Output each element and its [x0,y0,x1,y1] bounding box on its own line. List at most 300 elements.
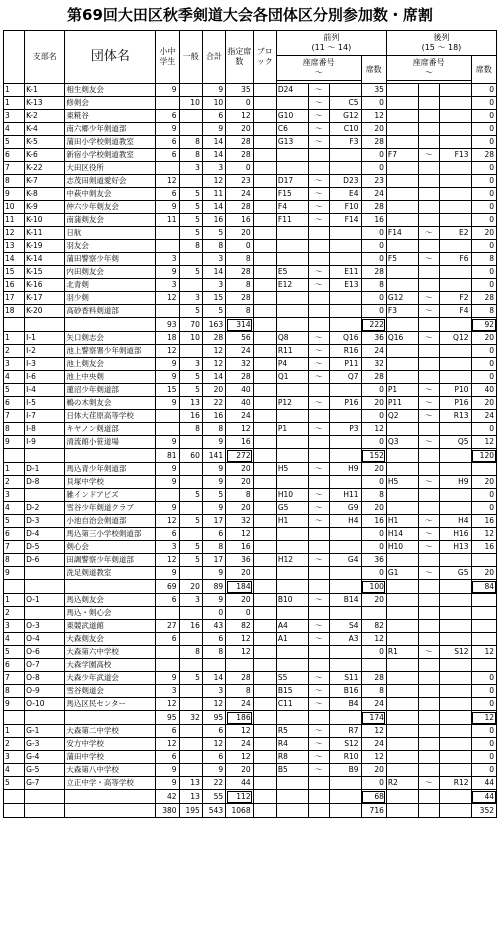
seat-range-tilde [418,554,439,567]
students-count: 6 [156,528,179,541]
seat-range-tilde [418,672,439,685]
block-cell [253,84,276,97]
students-count: 3 [156,541,179,554]
front-seat-count: 0 [361,410,386,423]
branch-code: K-15 [25,266,65,279]
branch-code: I-6 [25,371,65,384]
back-seat-start [386,201,418,214]
branch-code: D-6 [25,554,65,567]
designated-seats: 20 [226,123,254,136]
front-seat-start: H12 [276,554,308,567]
row-number: 7 [4,672,25,685]
table-row [4,397,497,410]
row-number: 6 [4,528,25,541]
block-cell [253,476,276,489]
front-seat-count: 0 [361,97,386,110]
subtotal-students: 95 [156,711,179,725]
back-seat-count [471,633,497,646]
group-name: 蒲田中学校 [65,751,156,764]
general-count [179,436,202,449]
seat-range-tilde: ～ [308,110,329,123]
general-count: 10 [179,332,202,345]
seat-range-tilde: ～ [308,463,329,476]
table-row [4,541,497,554]
general-count: 8 [179,423,202,436]
subtotal-blank [253,580,276,594]
seat-range-tilde: ～ [308,84,329,97]
back-seat-start: F3 [386,305,418,318]
block-cell [253,659,276,672]
branch-code: I-5 [25,397,65,410]
table-row [4,607,497,620]
table-row [4,358,497,371]
subtotal-blank [308,790,329,804]
back-seat-end [439,672,471,685]
row-number: 5 [4,646,25,659]
group-name: 修剣会 [65,97,156,110]
table-row [4,84,497,97]
branch-code: O-6 [25,646,65,659]
designated-seats: 28 [226,266,254,279]
group-name: 新宿小学校剣道教室 [65,149,156,162]
back-seat-end [439,751,471,764]
back-seat-start [386,751,418,764]
total-count: 8 [202,240,225,253]
subtotal-blank [329,790,361,804]
back-seat-end: G5 [439,567,471,580]
designated-seats: 28 [226,672,254,685]
block-cell [253,253,276,266]
subtotal-blank [439,711,471,725]
back-seat-count: 24 [471,410,497,423]
front-seat-count: 16 [361,214,386,227]
seat-range-tilde [418,698,439,711]
front-seat-count: 82 [361,620,386,633]
table-row [4,110,497,123]
designated-seats: 8 [226,253,254,266]
block-cell [253,162,276,175]
front-seat-end [329,436,361,449]
front-seat-end: D23 [329,175,361,188]
group-name: 東競武道館 [65,620,156,633]
total-count: 3 [202,253,225,266]
back-seat-start [386,123,418,136]
students-count [156,489,179,502]
seat-range-tilde: ～ [308,279,329,292]
table-row [4,123,497,136]
table-row [4,594,497,607]
designated-seats: 24 [226,345,254,358]
seat-range-tilde: ～ [418,410,439,423]
block-cell [253,515,276,528]
front-seat-start: B5 [276,764,308,777]
front-seat-start [276,436,308,449]
front-seat-count: 8 [361,489,386,502]
subtotal-blank [25,790,65,804]
grand-total-general: 195 [179,804,202,818]
subtotal-total: 55 [202,790,225,804]
subtotal-blank [65,318,156,332]
front-seat-start [276,292,308,305]
back-seat-end [439,345,471,358]
subtotal-general: 70 [179,318,202,332]
grand-total-front-count: 716 [361,804,386,818]
front-seat-count: 35 [361,84,386,97]
subtotal-back-count: 120 [471,449,497,463]
designated-seats: 12 [226,528,254,541]
seat-range-tilde [418,502,439,515]
back-seat-start [386,175,418,188]
back-seat-end [439,358,471,371]
branch-code: K-20 [25,305,65,318]
block-cell [253,725,276,738]
block-cell [253,305,276,318]
block-cell [253,633,276,646]
seat-range-tilde: ～ [418,292,439,305]
total-count: 6 [202,528,225,541]
general-count: 5 [179,384,202,397]
back-seat-end [439,554,471,567]
general-count: 10 [179,97,202,110]
subtotal-blank [253,711,276,725]
general-count: 5 [179,489,202,502]
subtotal-designated: 184 [226,580,254,594]
subtotal-blank [439,318,471,332]
branch-code: G-7 [25,777,65,790]
total-count: 43 [202,620,225,633]
students-count: 9 [156,672,179,685]
group-name: 馬込区民センター [65,698,156,711]
table-row [4,345,497,358]
row-number: 4 [4,371,25,384]
total-count [202,659,225,672]
students-count: 3 [156,685,179,698]
group-name: 馬込第三小学校剣道部 [65,528,156,541]
seat-range-tilde: ～ [308,136,329,149]
general-count: 5 [179,201,202,214]
total-count: 6 [202,751,225,764]
front-seat-start: B10 [276,594,308,607]
back-seat-count: 28 [471,149,497,162]
branch-code [25,607,65,620]
front-seat-count: 0 [361,227,386,240]
total-blank [276,804,308,818]
back-seat-count: 0 [471,110,497,123]
subtotal-blank [418,580,439,594]
table-row [4,305,497,318]
front-seat-count: 24 [361,188,386,201]
students-count: 9 [156,266,179,279]
back-seat-start: H14 [386,528,418,541]
table-row [4,266,497,279]
branch-code: G-4 [25,751,65,764]
group-name: 池上剣友会 [65,358,156,371]
students-count: 9 [156,371,179,384]
seat-range-tilde: ～ [308,633,329,646]
total-count: 10 [202,97,225,110]
students-count [156,607,179,620]
subtotal-blank [439,790,471,804]
general-count: 13 [179,777,202,790]
group-name: 東糀谷 [65,110,156,123]
back-seat-end: S12 [439,646,471,659]
group-name: 南六郷少年剣道部 [65,123,156,136]
students-count: 9 [156,476,179,489]
row-number: 6 [4,397,25,410]
table-row [4,279,497,292]
branch-code: K-9 [25,201,65,214]
students-count: 6 [156,136,179,149]
back-seat-count: 0 [471,123,497,136]
students-count: 9 [156,436,179,449]
branch-code: I-7 [25,410,65,423]
total-blank [329,804,361,818]
front-seat-count: 0 [361,162,386,175]
seat-range-tilde [308,476,329,489]
front-seat-end: B14 [329,594,361,607]
branch-code: K-19 [25,240,65,253]
back-seat-end [439,214,471,227]
subtotal-blank [418,790,439,804]
front-seat-end: F10 [329,201,361,214]
total-count: 15 [202,292,225,305]
designated-seats [226,659,254,672]
subtotal-blank [25,318,65,332]
seat-range-tilde: ～ [308,515,329,528]
total-blank [308,804,329,818]
front-seat-end: R16 [329,345,361,358]
seat-range-tilde: ～ [308,554,329,567]
subtotal-blank [253,790,276,804]
seat-range-tilde [418,633,439,646]
branch-code: K-2 [25,110,65,123]
front-seat-end [329,384,361,397]
back-seat-start [386,502,418,515]
front-label: 前列 [323,33,340,42]
total-count: 12 [202,698,225,711]
front-seat-start [276,253,308,266]
subtotal-blank [276,449,308,463]
block-cell [253,554,276,567]
subtotal-blank [329,449,361,463]
front-seat-start: A1 [276,633,308,646]
total-count: 12 [202,175,225,188]
total-count: 9 [202,567,225,580]
table-row [4,332,497,345]
table-row [4,214,497,227]
table-row [4,384,497,397]
front-seat-start: R5 [276,725,308,738]
row-number: 2 [4,345,25,358]
front-seat-start: H1 [276,515,308,528]
subtotal-blank [25,711,65,725]
designated-seats: 28 [226,136,254,149]
designated-seats: 20 [226,502,254,515]
front-seat-count: 28 [361,371,386,384]
front-seat-end [329,253,361,266]
subtotal-blank [65,790,156,804]
back-seat-count: 0 [471,751,497,764]
back-seat-end [439,764,471,777]
front-seat-end: E13 [329,279,361,292]
designated-seats: 35 [226,84,254,97]
total-count: 9 [202,502,225,515]
designated-seats: 40 [226,397,254,410]
block-cell [253,266,276,279]
seat-range-tilde: ～ [308,751,329,764]
front-seat-start: A4 [276,620,308,633]
front-seat-end: H9 [329,463,361,476]
designated-seats: 0 [226,240,254,253]
designated-seats: 0 [226,162,254,175]
group-name: 志茂田剣道愛好会 [65,175,156,188]
back-seat-start [386,345,418,358]
seat-range-tilde [308,607,329,620]
subtotal-blank [439,449,471,463]
seat-range-tilde [418,358,439,371]
designated-seats: 8 [226,685,254,698]
front-seat-count: 12 [361,633,386,646]
row-number: 4 [4,123,25,136]
front-seat-end: F14 [329,214,361,227]
subtotal-blank [386,790,418,804]
table-row [4,528,497,541]
designated-seats: 20 [226,594,254,607]
table-row [4,659,497,672]
front-seat-start: G13 [276,136,308,149]
students-count [156,659,179,672]
front-seat-start: P12 [276,397,308,410]
col-branch-header: 支部名 [25,31,65,84]
branch-code: K-22 [25,162,65,175]
front-seat-end [329,476,361,489]
back-seat-count: 0 [471,345,497,358]
subtotal-front-count: 68 [361,790,386,804]
front-seat-end: C5 [329,97,361,110]
seat-range-tilde: ～ [418,397,439,410]
block-cell [253,764,276,777]
table-row [4,725,497,738]
front-seat-end [329,240,361,253]
students-count: 9 [156,567,179,580]
front-seat-start: Q8 [276,332,308,345]
row-number: 1 [4,594,25,607]
students-count: 6 [156,594,179,607]
front-seat-end: E4 [329,188,361,201]
designated-seats: 24 [226,188,254,201]
group-name: 雪谷剣道会 [65,685,156,698]
group-name: 大森第二中学校 [65,725,156,738]
back-seat-count: 40 [471,384,497,397]
front-range: (11 ～ 14) [311,43,352,52]
seat-range-tilde: ～ [418,646,439,659]
designated-seats: 32 [226,515,254,528]
block-cell [253,384,276,397]
seat-range-tilde [418,685,439,698]
front-seat-start: F4 [276,201,308,214]
front-seat-count: 12 [361,110,386,123]
seat-range-tilde [418,214,439,227]
total-count: 17 [202,515,225,528]
subtotal-back-count: 12 [471,711,497,725]
block-cell [253,214,276,227]
back-seat-count: 0 [471,764,497,777]
subtotal-designated: 314 [226,318,254,332]
seat-range-tilde [418,659,439,672]
group-name: 池上中央剣 [65,371,156,384]
students-count: 3 [156,279,179,292]
back-seat-start [386,136,418,149]
designated-seats: 20 [226,764,254,777]
back-seat-count [471,463,497,476]
row-number: 9 [4,188,25,201]
branch-code: O-9 [25,685,65,698]
grand-total-students: 380 [156,804,179,818]
row-number: 5 [4,515,25,528]
designated-seats: 12 [226,725,254,738]
back-seat-end: H9 [439,476,471,489]
front-seat-start [276,659,308,672]
general-count [179,764,202,777]
back-seat-count: 8 [471,305,497,318]
front-seat-start [276,410,308,423]
front-seat-start: H5 [276,463,308,476]
back-seatno-header [386,56,471,81]
designated-seats: 20 [226,567,254,580]
seat-range-tilde [418,240,439,253]
back-seat-start [386,685,418,698]
back-seat-count: 0 [471,240,497,253]
back-seat-end [439,423,471,436]
designated-seats: 16 [226,541,254,554]
back-seat-start: Q16 [386,332,418,345]
total-count: 5 [202,227,225,240]
total-count: 16 [202,214,225,227]
seat-range-tilde: ～ [308,332,329,345]
subtotal-blank [276,318,308,332]
seat-range-tilde: ～ [418,567,439,580]
students-count: 9 [156,201,179,214]
front-seat-end: P3 [329,423,361,436]
branch-code: K-1 [25,84,65,97]
general-count [179,345,202,358]
general-count [179,633,202,646]
general-count [179,685,202,698]
back-seat-start [386,594,418,607]
front-seat-end: Q16 [329,332,361,345]
students-count: 6 [156,751,179,764]
subtotal-blank [25,449,65,463]
back-seat-end: F2 [439,292,471,305]
block-cell [253,97,276,110]
front-seat-count: 0 [361,528,386,541]
subtotal-back-count: 92 [471,318,497,332]
subtotal-row [4,580,497,594]
front-seat-count: 16 [361,515,386,528]
front-seat-count: 24 [361,698,386,711]
seat-range-tilde [418,136,439,149]
general-count: 8 [179,136,202,149]
seat-range-tilde [308,567,329,580]
front-seat-end: A3 [329,633,361,646]
col-designated-header: 指定席数 [226,31,254,84]
subtotal-blank [418,449,439,463]
tilde-label: ～ [314,68,323,77]
front-seat-end: Q7 [329,371,361,384]
branch-code [25,489,65,502]
front-seat-end: C10 [329,123,361,136]
seat-range-tilde [418,751,439,764]
